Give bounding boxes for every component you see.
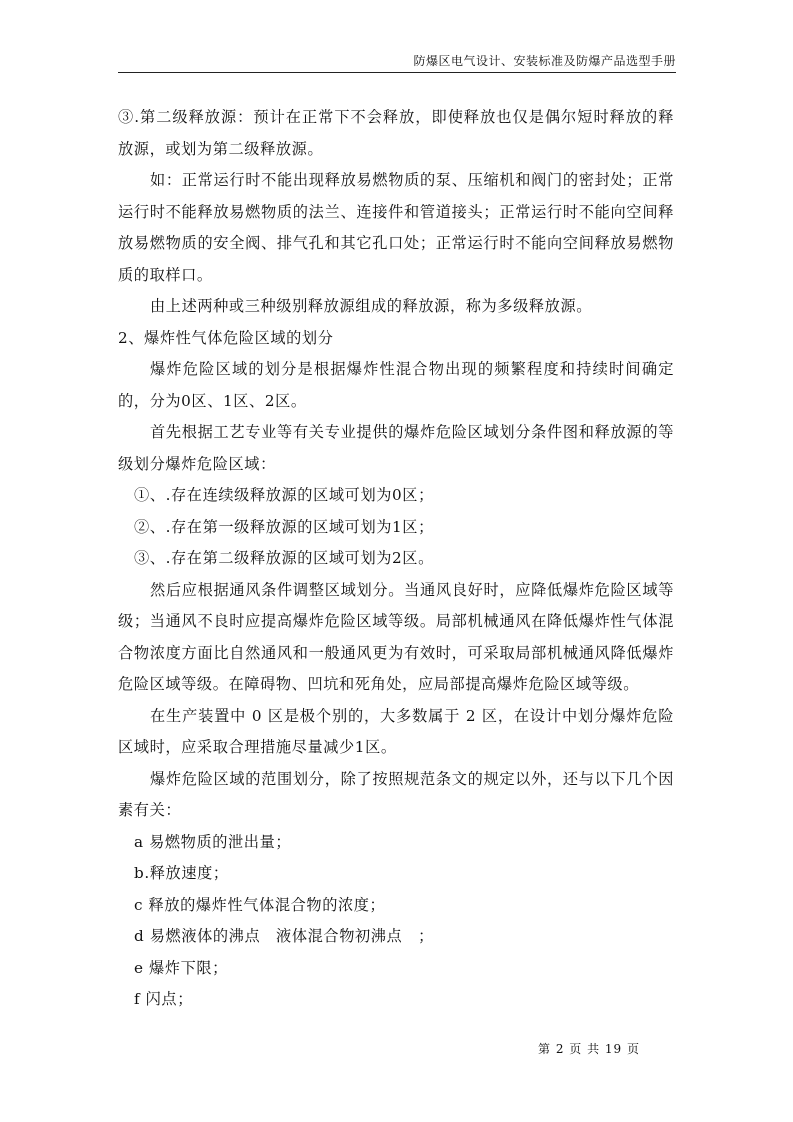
list-item-factor-b: b.释放速度；: [134, 864, 229, 882]
paragraph-zone-division: 爆炸危险区域的划分是根据爆炸性混合物出现的频繁程度和持续时间确定的，分为0区、1区、2区。: [118, 360, 674, 410]
page-body: [118, 102, 674, 1016]
list-item-zone-0: ①、.存在连续级释放源的区域可划为0区；: [134, 486, 434, 504]
header-title: 防爆区电气设计、安装标准及防爆产品选型手册: [413, 54, 676, 68]
paragraph-multi-level: 由上述两种或三种级别释放源组成的释放源，称为多级释放源。: [150, 297, 593, 315]
list-item-zone-2: ③、.存在第二级释放源的区域可划为2区。: [134, 549, 434, 567]
paragraph-production: 在生产装置中 0 区是极个别的，大多数属于 2 区，在设计中划分爆炸危险区域时，应采取合理措施尽量减少1区。: [118, 706, 674, 756]
paragraph-examples: 如：正常运行时不能出现释放易燃物质的泵、压缩机和阀门的密封处；正常运行时不能释放易燃物质的法兰、连接件和管道接头；正常运行时不能向空间释放易燃物质的安全阀、排气孔和其它孔口处；正常运行时不能向空间释放易燃物质的取样口。: [118, 171, 674, 284]
paragraph-factors-intro: 爆炸危险区域的范围划分，除了按照规范条文的规定以外，还与以下几个因素有关：: [118, 769, 674, 819]
list-item-factor-e: e 爆炸下限；: [134, 958, 228, 977]
list-item-factor-a: a 易燃物质的泄出量；: [134, 832, 292, 851]
paragraph-second-level-source: ③.第二级释放源：预计在正常下不会释放，即使释放也仅是偶尔短时释放的释放源，或划为第二级释放源。: [118, 108, 674, 158]
page-footer: [0, 1040, 640, 1057]
list-item-factor-d: d 易燃液体的沸点 液体混合物初沸点 ；: [134, 927, 434, 945]
list-item-zone-1: ②、.存在第一级释放源的区域可划为1区；: [134, 517, 434, 536]
section-heading: 2、爆炸性气体危险区域的划分: [118, 328, 334, 347]
list-item-factor-c: c 释放的爆炸性气体混合物的浓度；: [134, 895, 386, 914]
page-number: 第 2 页 共 19 页: [538, 1042, 640, 1056]
paragraph-ventilation: 然后应根据通风条件调整区域划分。当通风良好时，应降低爆炸危险区域等级；当通风不良时应提高爆炸危险区域等级。局部机械通风在降低爆炸性气体混合物浓度方面比自然通风和一般通风更为有效时，可采取局部机械通风降低爆炸危险区域等级。在障碍物、凹坑和死角处，应局部提高爆炸危险区域等级。: [118, 580, 674, 693]
running-header: [118, 52, 676, 73]
paragraph-division-basis: 首先根据工艺专业等有关专业提供的爆炸危险区域划分条件图和释放源的等级划分爆炸危险区域：: [118, 423, 674, 473]
list-item-factor-f: f 闪点；: [134, 990, 194, 1008]
